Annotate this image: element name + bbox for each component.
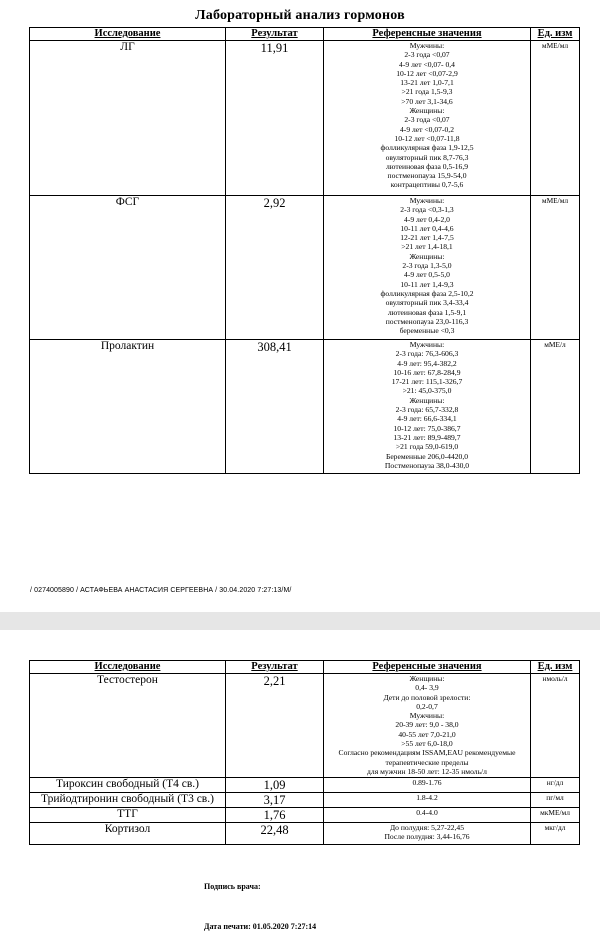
reference-line: Женщины: <box>409 251 445 261</box>
reference-values <box>324 823 531 845</box>
reference-line: 2-3 года <0,3-1,3 <box>400 205 454 215</box>
reference-line: 2-3 года <0,07 <box>404 50 450 60</box>
reference-line: 20-39 лет: 9,0 - 38,0 <box>395 720 459 730</box>
report-title: Лабораторный анализ гормонов <box>195 8 405 23</box>
test-result: 11,91 <box>226 41 324 196</box>
table-row-cortisol <box>30 823 580 845</box>
reference-line: 13-21 лет: 89,9-489,7 <box>393 432 461 442</box>
test-unit: мкг/дл <box>531 823 580 845</box>
header-test: Исследование <box>30 28 226 41</box>
reference-line: Дети до половой зрелости: <box>383 692 471 702</box>
reference-line: 4-9 лет: 66,6-334,1 <box>397 414 457 424</box>
reference-line: Женщины: <box>409 674 445 683</box>
reference-line: 10-12 лет <0,07-11,8 <box>394 133 460 143</box>
reference-line: 10-11 лет 0,4-4,6 <box>400 223 454 233</box>
reference-line: Мужчины: <box>409 196 445 205</box>
test-name: Тироксин свободный (Т4 св.) <box>30 778 226 793</box>
table-row-t4 <box>30 778 580 793</box>
reference-line: >21 лет 1,4-18,1 <box>401 242 453 252</box>
test-name: Кортизол <box>30 823 226 845</box>
reference-values <box>324 41 531 196</box>
doctor-signature-label: Подпись врача: <box>204 882 261 891</box>
test-name: Тестостерон <box>30 674 226 778</box>
reference-line: Мужчины: <box>409 711 445 721</box>
test-name: Пролактин <box>30 340 226 474</box>
reference-line: фолликулярная фаза 2,5-10,2 <box>380 288 474 298</box>
page-gap <box>0 612 600 630</box>
reference-line: 10-12 лет <0,07-2,9 <box>396 68 458 78</box>
print-date: Дата печати: 01.05.2020 7:27:14 <box>204 922 317 931</box>
reference-values <box>324 196 531 340</box>
test-unit: пг/мл <box>531 793 580 808</box>
reference-line: 2-3 года: 65,7-332,8 <box>395 405 459 415</box>
reference-values <box>324 778 531 793</box>
reference-line: 40-55 лет 7,0-21,0 <box>398 729 456 739</box>
reference-line: Мужчины: <box>409 41 445 50</box>
reference-line: >55 лет 6,0-18,0 <box>401 739 453 749</box>
test-name: ФСГ <box>30 196 226 340</box>
header-test: Исследование <box>30 661 226 674</box>
reference-line: беременные <0,3 <box>399 326 455 336</box>
reference-line: 2-3 года 1,3-5,0 <box>402 261 452 271</box>
reference-line: 4-9 лет 0,4-2,0 <box>404 214 450 224</box>
reference-line: Женщины: <box>409 395 445 405</box>
reference-line: Мужчины: <box>409 340 445 349</box>
header-result: Результат <box>226 28 324 41</box>
reference-line: 13-21 лет 1,0-7,1 <box>400 78 454 88</box>
reference-line: >21: 45,0-375,0 <box>402 386 452 396</box>
table-row-tsh <box>30 808 580 823</box>
hormone-table-2 <box>29 660 580 845</box>
table-row-fsh <box>30 196 580 340</box>
reference-values <box>324 793 531 808</box>
reference-values <box>324 340 531 474</box>
reference-line: для мужчин 18-50 лет: 12-35 нмоль/л <box>367 766 487 776</box>
reference-line: 12-21 лет 1,4-7,5 <box>400 233 454 243</box>
test-unit: мкМЕ/мл <box>531 808 580 823</box>
hormone-table-1 <box>29 27 580 474</box>
reference-values <box>324 674 531 778</box>
reference-line: овуляторный пик 8,7-76,3 <box>385 152 469 162</box>
reference-line: >21 года 1,5-9,3 <box>401 87 453 97</box>
test-result: 308,41 <box>226 340 324 474</box>
reference-line: овуляторный пик 3,4-33,4 <box>385 298 469 308</box>
reference-line: 4-9 лет: 95,4-382,2 <box>397 358 457 368</box>
reference-line: лютеиновая фаза 0,5-16,9 <box>385 161 469 171</box>
test-unit: мМЕ/мл <box>531 41 580 196</box>
reference-line: После полудня: 3,44-16,76 <box>384 832 470 842</box>
reference-line: контрацептивы 0,7-5,6 <box>390 180 464 190</box>
reference-line: 10-11 лет 1,4-9,3 <box>400 279 454 289</box>
reference-line: Беременные 206,0-4420,0 <box>385 451 469 461</box>
reference-line: 0.89-1.76 <box>412 778 442 787</box>
reference-line: постменопауза 15,9-54,0 <box>387 171 467 181</box>
reference-line: 10-12 лет: 75,0-386,7 <box>393 423 461 433</box>
header-unit: Ед. изм <box>531 28 580 41</box>
test-result: 3,17 <box>226 793 324 808</box>
reference-line: 0.4-4.0 <box>416 808 438 817</box>
reference-line: До полудня: 5,27-22,45 <box>389 823 465 832</box>
reference-line: 1.8-4.2 <box>416 793 438 802</box>
reference-line: 0,2-0,7 <box>416 701 438 711</box>
reference-line: Постменопауза 38,0-430,0 <box>384 460 470 470</box>
reference-line: 4-9 лет <0,07-0,2 <box>400 124 454 134</box>
test-result: 1,76 <box>226 808 324 823</box>
table-row-prolactin <box>30 340 580 474</box>
test-result: 1,09 <box>226 778 324 793</box>
test-unit: нг/дл <box>531 778 580 793</box>
test-unit: мМЕ/л <box>531 340 580 474</box>
reference-line: лютеиновая фаза 1,5-9,1 <box>387 307 467 317</box>
reference-line: >21 года 59,0-619,0 <box>395 442 459 452</box>
reference-line: >70 лет 3,1-34,6 <box>401 96 453 106</box>
reference-line: 0,4- 3,9 <box>415 683 439 693</box>
test-name: ЛГ <box>30 41 226 196</box>
reference-line: терапевтические пределы <box>385 757 469 767</box>
test-result: 22,48 <box>226 823 324 845</box>
reference-line: 4-9 лет <0,07- 0,4 <box>399 59 455 69</box>
test-result: 2,92 <box>226 196 324 340</box>
test-name: Трийодтиронин свободный (Т3 св.) <box>30 793 226 808</box>
patient-footer-id: / 0274005890 / АСТАФЬЕВА АНАСТАСИЯ СЕРГЕЕВНА / 30.04.2020 7:27:13/М/ <box>30 587 292 594</box>
reference-line: Согласно рекомендациям ISSAM,EAU рекомендуемые <box>338 748 516 758</box>
reference-line: 2-3 года <0,07 <box>404 115 450 125</box>
reference-line: 17-21 лет: 115,1-326,7 <box>391 377 463 387</box>
reference-line: Женщины: <box>409 106 445 116</box>
reference-line: 4-9 лет 0,5-5,0 <box>404 270 450 280</box>
test-name: ТТГ <box>30 808 226 823</box>
header-reference: Референсные значения <box>324 28 531 41</box>
test-unit: нмоль/л <box>531 674 580 778</box>
table-row-t3 <box>30 793 580 808</box>
reference-line: 2-3 года: 76,3-606,3 <box>395 349 459 359</box>
reference-values <box>324 808 531 823</box>
test-result: 2,21 <box>226 674 324 778</box>
table-row-testosterone <box>30 674 580 778</box>
reference-line: 10-16 лет: 67,8-284,9 <box>393 367 461 377</box>
header-result: Результат <box>226 661 324 674</box>
reference-line: фолликулярная фаза 1,9-12,5 <box>380 143 474 153</box>
report-page-2 <box>0 630 600 934</box>
reference-line: постменопауза 23,0-116,3 <box>385 316 469 326</box>
test-unit: мМЕ/мл <box>531 196 580 340</box>
table-row-lh <box>30 41 580 196</box>
header-unit: Ед. изм <box>531 661 580 674</box>
header-reference: Референсные значения <box>324 661 531 674</box>
